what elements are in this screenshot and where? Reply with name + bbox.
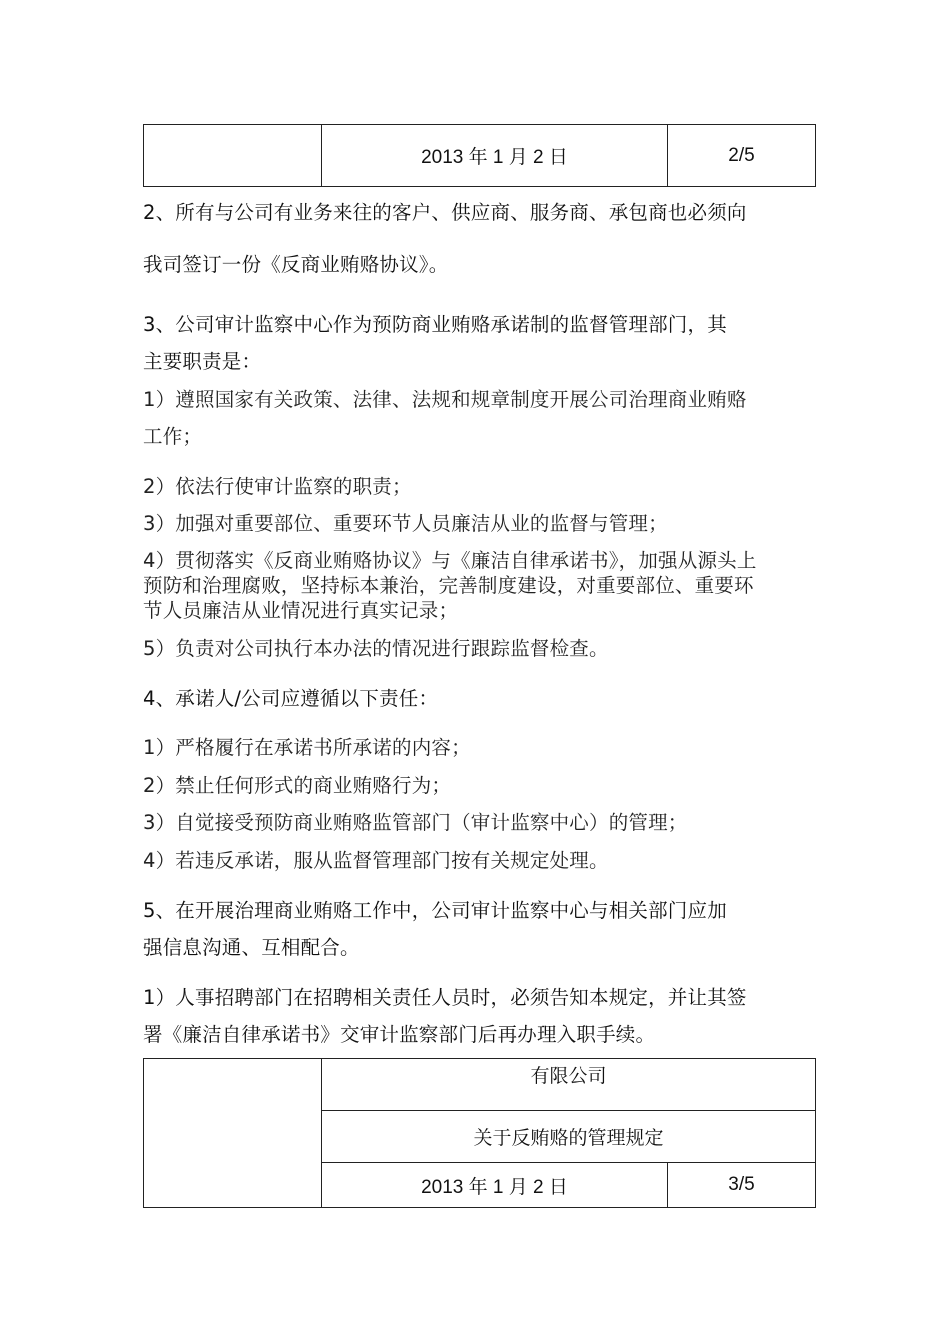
list-item-line: 2）依法行使审计监察的职责；: [143, 475, 412, 498]
paragraph-line: 我司签订一份《反商业贿赂协议》。: [143, 253, 449, 276]
header-page-number: 3/5: [668, 1163, 816, 1208]
header-page-number: 2/5: [668, 125, 816, 187]
paragraph-line: 4、承诺人/公司应遵循以下责任：: [143, 687, 439, 710]
paragraph-line: 5、在开展治理商业贿赂工作中，公司审计监察中心与相关部门应加: [143, 899, 727, 922]
list-item-line: 5）负责对公司执行本办法的情况进行跟踪监督检查。: [143, 637, 609, 660]
page-header-table-top: [143, 124, 816, 187]
paragraph-line: 署《廉洁自律承诺书》交审计监察部门后再办理入职手续。: [143, 1023, 656, 1046]
list-item-line: 3）自觉接受预防商业贿赂监管部门（审计监察中心）的管理；: [143, 811, 688, 834]
page-header-table-bottom: [143, 1058, 816, 1208]
list-item-line: 1）遵照国家有关政策、法律、法规和规章制度开展公司治理商业贿赂: [143, 388, 747, 411]
header-date: 2013 年 1 月 2 日: [322, 1163, 668, 1208]
header-company-name: 有限公司: [322, 1059, 816, 1111]
list-item-line: 预防和治理腐败，坚持标本兼治，完善制度建设，对重要部位、重要环: [143, 574, 754, 597]
paragraph-line: 3、公司审计监察中心作为预防商业贿赂承诺制的监督管理部门，其: [143, 313, 727, 336]
paragraph-line: 2、所有与公司有业务来往的客户、供应商、服务商、承包商也必须向: [143, 201, 747, 224]
list-item-line: 3）加强对重要部位、重要环节人员廉洁从业的监督与管理；: [143, 512, 668, 535]
list-item-line: 节人员廉洁从业情况进行真实记录；: [143, 599, 459, 622]
paragraph-line: 强信息沟通、互相配合。: [143, 936, 360, 959]
header-logo-cell: [144, 125, 322, 187]
list-item-line: 4）若违反承诺，服从监督管理部门按有关规定处理。: [143, 849, 609, 872]
list-item-line: 4）贯彻落实《反商业贿赂协议》与《廉洁自律承诺书》，加强从源头上: [143, 549, 757, 572]
list-item-line: 工作；: [143, 425, 203, 448]
list-item-line: 2）禁止任何形式的商业贿赂行为；: [143, 774, 452, 797]
paragraph-line: 主要职责是：: [143, 350, 262, 373]
list-item-line: 1）严格履行在承诺书所承诺的内容；: [143, 736, 471, 759]
header-logo-cell: [144, 1059, 322, 1208]
header-date: 2013 年 1 月 2 日: [322, 125, 668, 187]
header-document-title: 关于反贿赂的管理规定: [322, 1111, 816, 1163]
paragraph-line: 1）人事招聘部门在招聘相关责任人员时，必须告知本规定，并让其签: [143, 986, 747, 1009]
